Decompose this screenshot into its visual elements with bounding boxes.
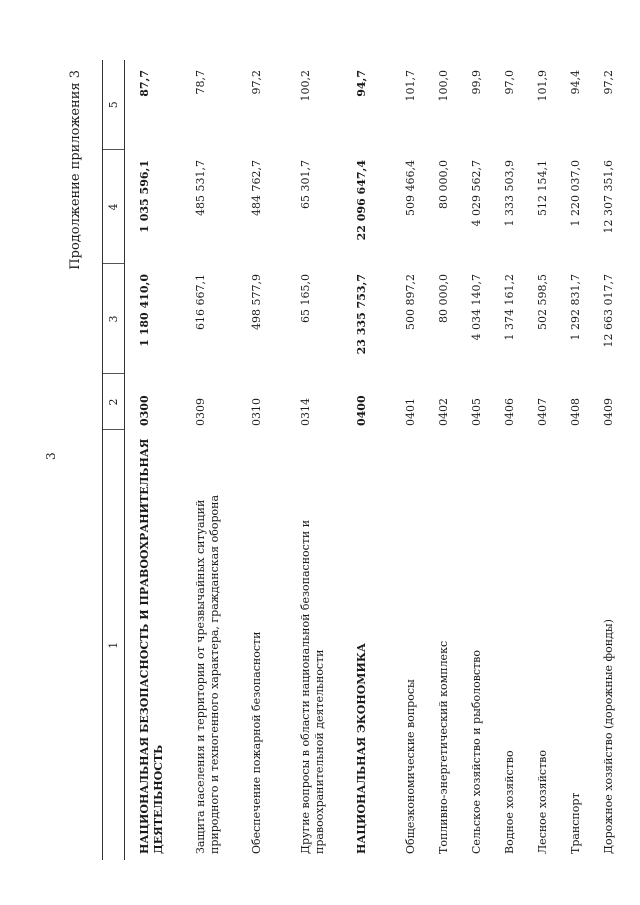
row-code: 0406 [503,398,516,426]
row-actual: 22 096 647,4 [355,160,368,241]
row-code: 0309 [194,398,207,426]
row-name: Лесное хозяйство [536,750,549,854]
row-actual: 12 307 351,6 [602,160,615,234]
row-name: Защита населения и территории от чрезвычайных ситуаций природного и техногенного характера, гражданская оборона [194,494,221,854]
row-plan: 80 000,0 [437,274,450,323]
row-code: 0310 [250,398,263,426]
row-percent: 101,9 [536,70,549,102]
row-name: Другие вопросы в области национальной безопасности и правоохранительной деятельности [299,519,326,854]
row-percent: 97,2 [602,70,615,95]
column-header-4: 4 [103,150,125,264]
row-actual: 1 220 037,0 [569,160,582,227]
row-name: Обеспечение пожарной безопасности [250,631,263,854]
column-header-2: 2 [103,374,125,430]
row-code: 0300 [138,395,151,426]
row-actual: 509 466,4 [404,160,417,216]
row-plan: 616 667,1 [194,274,207,330]
row-plan: 23 335 753,7 [355,274,368,355]
row-actual: 1 333 503,9 [503,160,516,227]
appendix-caption: Продолжение приложения 3 [68,70,83,270]
row-percent: 97,0 [503,70,516,95]
row-name: Общеэкономические вопросы [404,679,417,854]
row-name: Топливно-энергетический комплекс [437,640,450,854]
row-plan: 1 292 831,7 [569,274,582,341]
row-percent: 94,7 [355,70,368,97]
row-actual: 484 762,7 [250,160,263,216]
row-code: 0409 [602,398,615,426]
row-name: НАЦИОНАЛЬНАЯ ЭКОНОМИКА [355,643,368,854]
column-header-5: 5 [103,60,125,150]
table-row [556,60,589,860]
row-percent: 78,7 [194,70,207,95]
table-row [125,60,182,860]
column-header-3: 3 [103,264,125,374]
row-plan: 4 034 140,7 [470,274,483,341]
row-code: 0402 [437,398,450,426]
row-name: Сельское хозяйство и рыболовство [470,650,483,854]
row-plan: 12 663 017,7 [602,274,615,348]
row-percent: 100,0 [437,70,450,102]
row-name: Водное хозяйство [503,750,516,854]
row-percent: 97,2 [250,70,263,95]
row-name: НАЦИОНАЛЬНАЯ БЕЗОПАСНОСТЬ И ПРАВООХРАНИТЕЛЬНАЯ ДЕЯТЕЛЬНОСТЬ [138,438,165,854]
row-plan: 498 577,9 [250,274,263,330]
row-percent: 99,9 [470,70,483,95]
row-percent: 87,7 [138,70,151,97]
row-code: 0401 [404,398,417,426]
row-name: Транспорт [569,792,582,854]
budget-table [102,60,622,860]
row-code: 0314 [299,398,312,426]
table-row [237,60,286,860]
table-row [181,60,237,860]
row-percent: 94,4 [569,70,582,95]
row-percent: 100,2 [299,70,312,102]
page-number: 3 [44,452,58,460]
table-row [490,60,523,860]
row-plan: 65 165,0 [299,274,312,323]
row-code: 0400 [355,395,368,426]
table-row [457,60,490,860]
row-actual: 1 035 596,1 [138,160,151,233]
table-row [286,60,342,860]
row-actual: 65 301,7 [299,160,312,209]
row-plan: 502 598,5 [536,274,549,330]
table-row [391,60,424,860]
table-row [342,60,391,860]
rotated-table-block [68,60,615,860]
header-row [103,60,125,860]
row-actual: 4 029 562,7 [470,160,483,227]
row-code: 0405 [470,398,483,426]
column-header-1: 1 [103,430,125,860]
row-code: 0408 [569,398,582,426]
row-actual: 512 154,1 [536,160,549,216]
row-plan: 1 374 161,2 [503,274,516,341]
table-row [589,60,622,860]
row-percent: 101,7 [404,70,417,102]
row-code: 0407 [536,398,549,426]
row-actual: 485 531,7 [194,160,207,216]
row-plan: 500 897,2 [404,274,417,330]
table-row [424,60,457,860]
row-name: Дорожное хозяйство (дорожные фонды) [602,619,615,854]
row-plan: 1 180 410,0 [138,274,151,347]
table-row [523,60,556,860]
row-actual: 80 000,0 [437,160,450,209]
